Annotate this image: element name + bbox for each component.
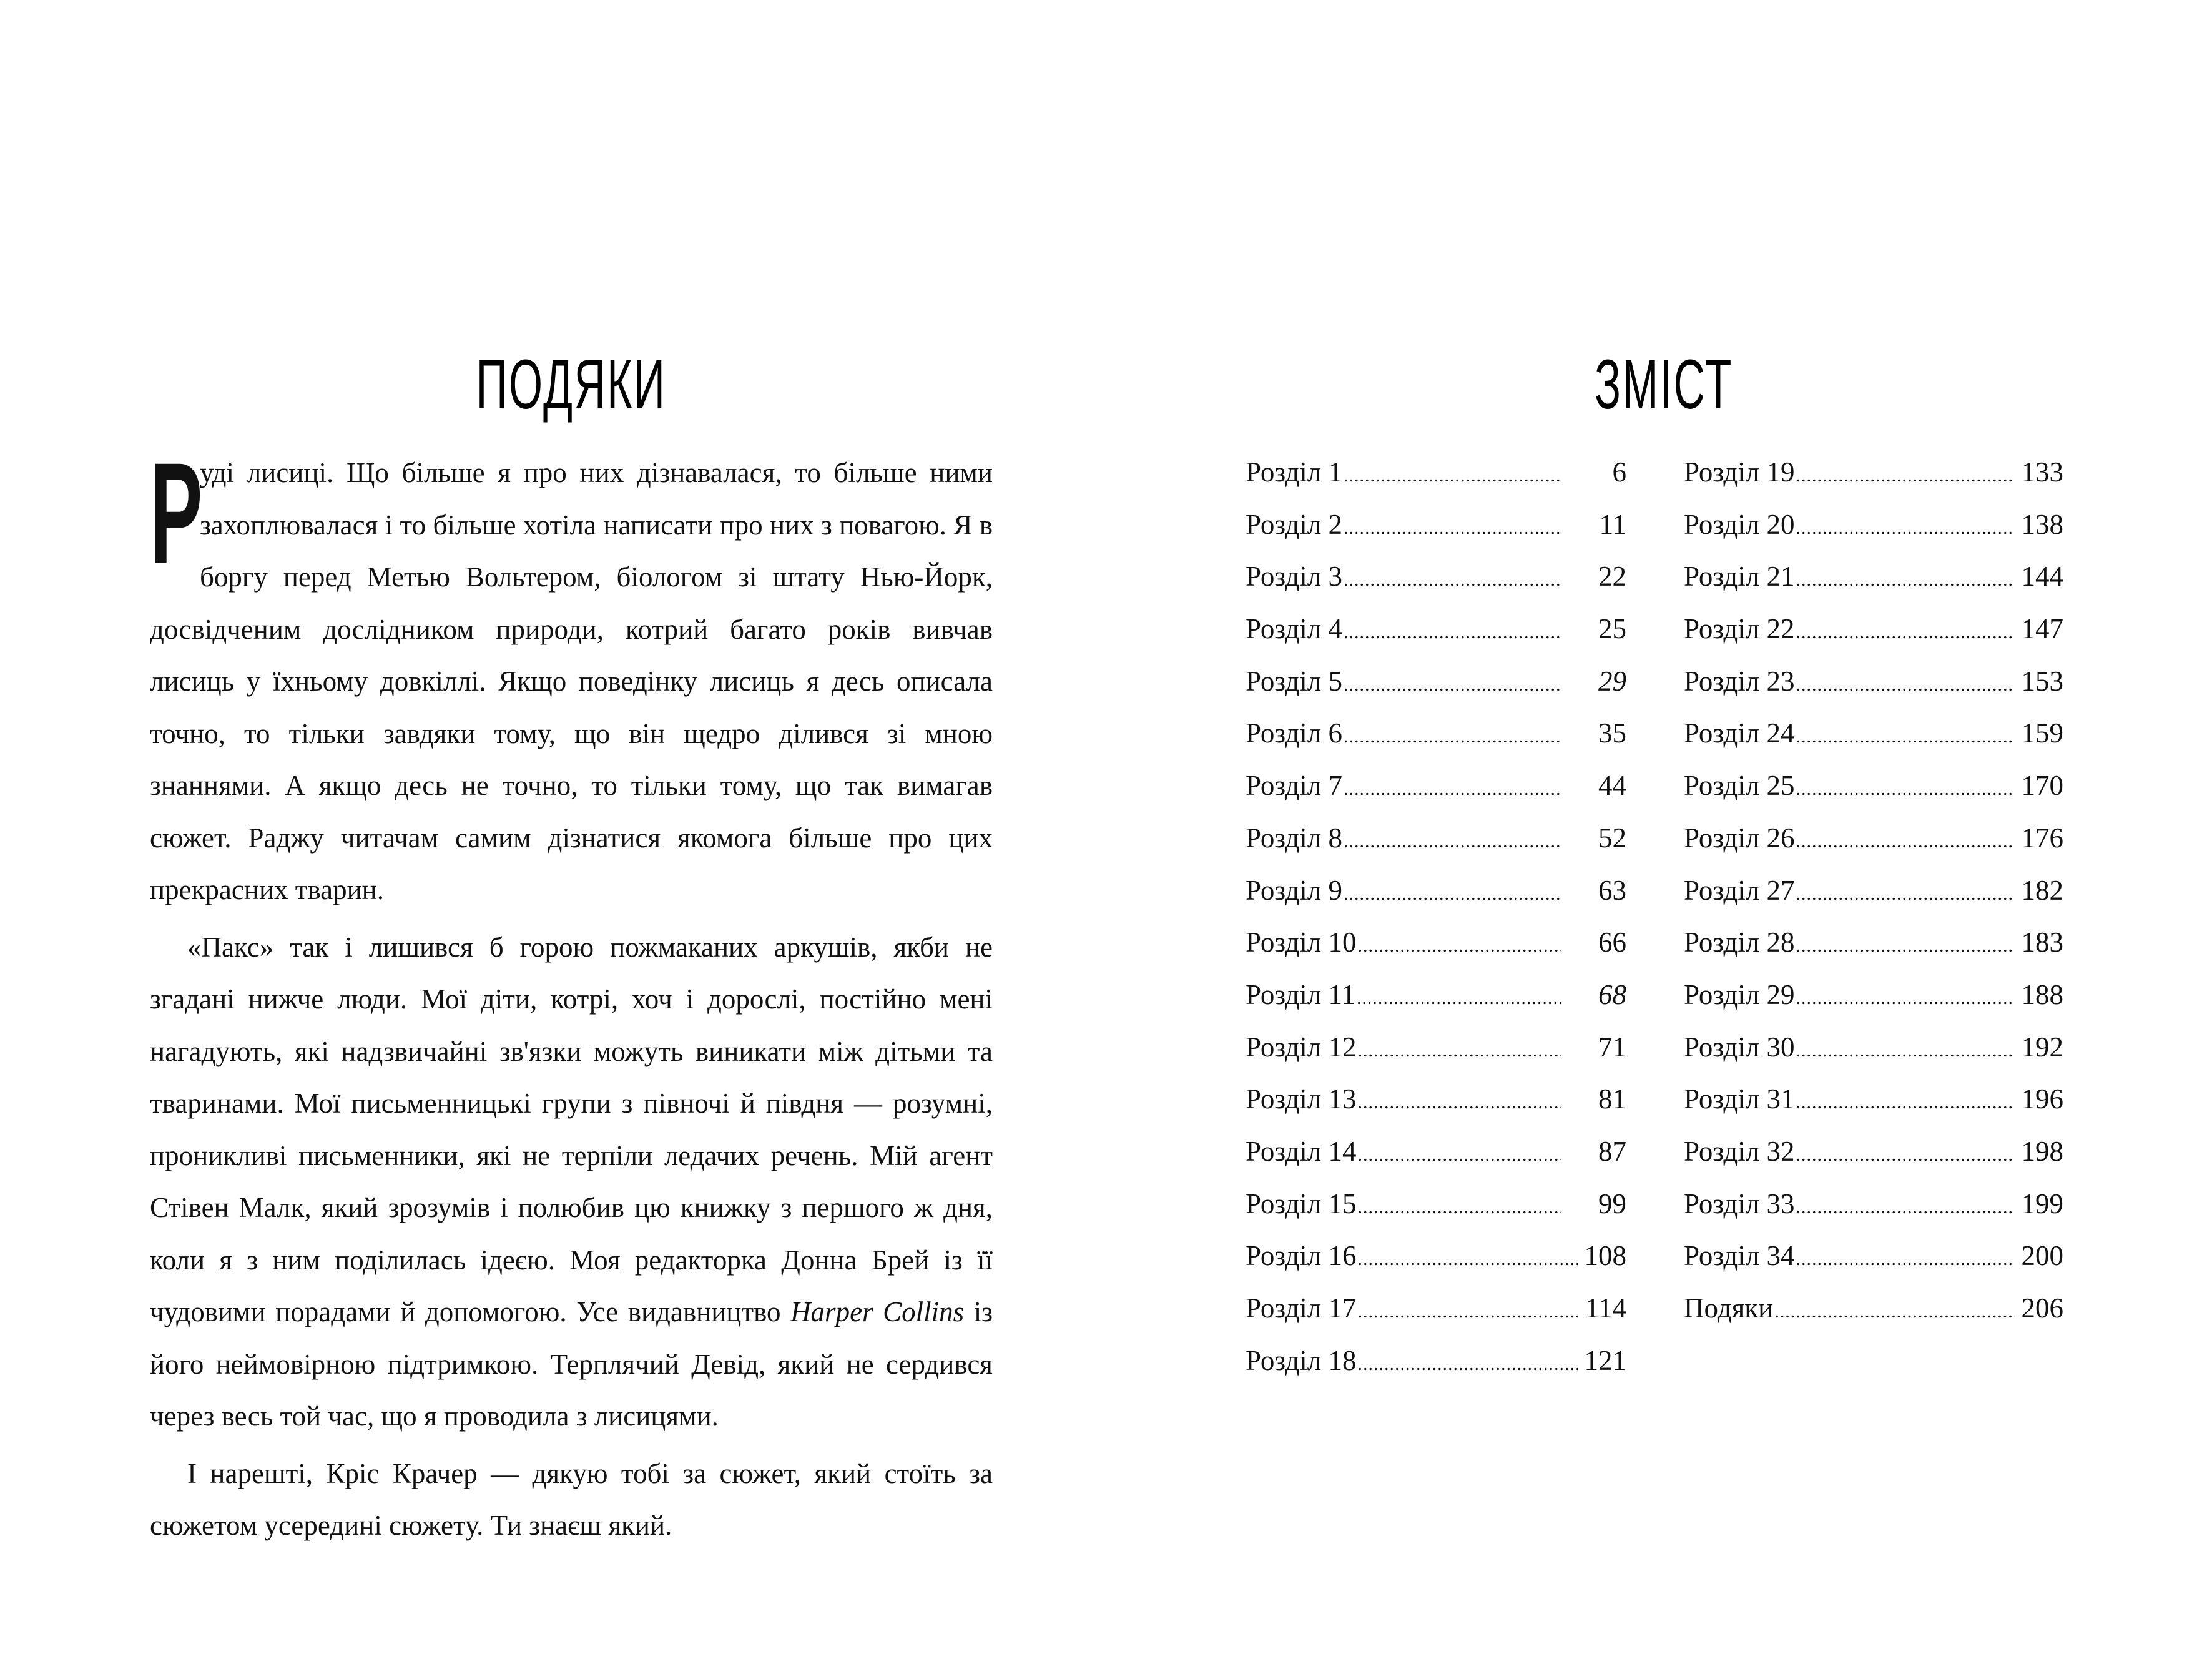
dot-leader bbox=[1796, 815, 2015, 868]
toc-entry-label: Розділ 17 bbox=[1246, 1292, 1357, 1324]
toc-entry[interactable] bbox=[1684, 446, 2063, 499]
toc-entry[interactable] bbox=[1246, 812, 1626, 865]
toc-entry-page-number: 11 bbox=[1599, 508, 1626, 540]
toc-entry-label: Розділ 5 bbox=[1246, 665, 1342, 697]
page-title: ЗМІСТ bbox=[1595, 345, 1733, 423]
toc-entry-label: Розділ 10 bbox=[1246, 927, 1357, 958]
toc-entry-page-number: 183 bbox=[2021, 927, 2063, 958]
toc-entry-page-number: 63 bbox=[1598, 874, 1626, 906]
toc-entry[interactable] bbox=[1684, 1126, 2063, 1178]
dot-leader bbox=[1344, 502, 1561, 554]
dot-leader bbox=[1796, 1025, 2015, 1077]
toc-entry-label: Розділ 8 bbox=[1246, 822, 1342, 854]
toc-entry-page-number: 192 bbox=[2021, 1031, 2063, 1063]
toc-entry[interactable] bbox=[1684, 812, 2063, 865]
drop-cap: Р bbox=[150, 433, 203, 593]
toc-entry-label: Розділ 12 bbox=[1246, 1031, 1357, 1063]
toc-entry-page-number: 153 bbox=[2021, 665, 2063, 697]
dot-leader bbox=[1344, 554, 1561, 606]
toc-entry-label: Розділ 25 bbox=[1684, 770, 1795, 802]
dot-leader bbox=[1796, 1181, 2015, 1234]
toc-entry-page-number: 121 bbox=[1584, 1344, 1626, 1376]
dot-leader bbox=[1796, 972, 2015, 1025]
toc-entry-page-number: 182 bbox=[2021, 874, 2063, 906]
toc-entry-page-number: 71 bbox=[1598, 1031, 1626, 1063]
toc-entry-label: Розділ 1 bbox=[1246, 456, 1342, 488]
toc-entry[interactable] bbox=[1246, 917, 1626, 969]
toc-entry-label: Розділ 2 bbox=[1246, 508, 1342, 540]
toc-entry-page-number: 6 bbox=[1612, 456, 1626, 488]
toc-entry-page-number: 108 bbox=[1584, 1240, 1626, 1272]
dot-leader bbox=[1796, 554, 2015, 606]
toc-entry[interactable] bbox=[1246, 1335, 1626, 1387]
paragraph-text: І нарешті, Кріс Крачер — дякую тобі за сюжет, який стоїть за сюжетом усередині сюжету. Ти знаєш який. bbox=[150, 1457, 993, 1541]
toc-entry-page-number: 133 bbox=[2021, 456, 2063, 488]
toc-entry-label: Розділ 26 bbox=[1684, 822, 1795, 854]
toc-entry[interactable] bbox=[1246, 707, 1626, 760]
toc-entry[interactable] bbox=[1684, 551, 2063, 603]
toc-entry-page-number: 206 bbox=[2021, 1292, 2063, 1324]
dot-leader bbox=[1796, 1076, 2015, 1129]
toc-entry-label: Розділ 19 bbox=[1684, 456, 1795, 488]
dot-leader bbox=[1357, 1025, 1561, 1077]
toc-entry[interactable] bbox=[1246, 603, 1626, 656]
toc-entry-label: Подяки bbox=[1684, 1292, 1774, 1324]
toc-entry[interactable] bbox=[1246, 1021, 1626, 1074]
toc-entry[interactable] bbox=[1246, 499, 1626, 551]
dot-leader bbox=[1344, 450, 1561, 502]
toc-entry-page-number: 25 bbox=[1598, 613, 1626, 645]
toc-entry[interactable] bbox=[1684, 656, 2063, 708]
dot-leader bbox=[1357, 1286, 1578, 1338]
toc-entry[interactable] bbox=[1684, 499, 2063, 551]
dot-leader bbox=[1796, 868, 2015, 920]
toc-entry-label: Розділ 27 bbox=[1684, 874, 1795, 906]
toc-entry[interactable] bbox=[1684, 760, 2063, 812]
paragraph-text: уді лисиці. Що більше я про них дізнавалася, то більше ними захоплювалася і то більше хотіла написати про них з повагою. Я в боргу перед Метью Вольтером, біологом зі штату Нью-Йорк, досвідченим дослідником природи, котрий багато років вивчав лисиць у їхньому довкіллі. Якщо поведінку лисиць я десь описала точно, то тільки завдяки тому, що він щедро ділився зі мною знаннями. А якщо десь не точно, то тільки тому, що так вимагав сюжет. Раджу читачам самим дізнатися якомога більше про цих прекрасних тварин. bbox=[150, 457, 993, 905]
acknowledgements-body bbox=[150, 433, 993, 1552]
dot-leader bbox=[1344, 659, 1561, 711]
toc-entry-label: Розділ 30 bbox=[1684, 1031, 1795, 1063]
page-title: ПОДЯКИ bbox=[476, 345, 667, 423]
toc-entry-label: Розділ 31 bbox=[1684, 1083, 1795, 1115]
toc-entry[interactable] bbox=[1246, 1230, 1626, 1282]
toc-entry-page-number: 199 bbox=[2021, 1188, 2063, 1219]
toc-entry-page-number: 188 bbox=[2021, 978, 2063, 1010]
toc-entry[interactable] bbox=[1684, 1282, 2063, 1335]
toc-entry-page-number: 170 bbox=[2021, 770, 2063, 802]
toc-entry-page-number: 159 bbox=[2021, 717, 2063, 749]
dot-leader bbox=[1357, 972, 1561, 1025]
toc-entry-label: Розділ 33 bbox=[1684, 1188, 1795, 1219]
toc-entry-page-number: 200 bbox=[2021, 1240, 2063, 1272]
dot-leader bbox=[1344, 606, 1561, 659]
toc-entry-label: Розділ 14 bbox=[1246, 1135, 1357, 1167]
toc-entry-label: Розділ 34 bbox=[1684, 1240, 1795, 1272]
toc-entry-page-number: 68 bbox=[1598, 978, 1626, 1010]
toc-entry[interactable] bbox=[1246, 446, 1626, 499]
toc-entry-page-number: 147 bbox=[2021, 613, 2063, 645]
toc-entry-label: Розділ 11 bbox=[1246, 978, 1355, 1010]
toc-entry-label: Розділ 4 bbox=[1246, 613, 1342, 645]
toc-entry-label: Розділ 6 bbox=[1246, 717, 1342, 749]
dot-leader bbox=[1796, 763, 2015, 815]
toc-entry[interactable] bbox=[1684, 1178, 2063, 1231]
toc-entry-label: Розділ 29 bbox=[1684, 978, 1795, 1010]
toc-entry-label: Розділ 7 bbox=[1246, 770, 1342, 802]
toc-entry-label: Розділ 18 bbox=[1246, 1344, 1357, 1376]
dot-leader bbox=[1344, 763, 1561, 815]
dot-leader bbox=[1796, 1233, 2015, 1286]
toc-entry-label: Розділ 3 bbox=[1246, 561, 1342, 593]
toc-entry-page-number: 66 bbox=[1598, 927, 1626, 958]
dot-leader bbox=[1357, 1181, 1561, 1234]
toc-entry-page-number: 176 bbox=[2021, 822, 2063, 854]
toc-entry-label: Розділ 16 bbox=[1246, 1240, 1357, 1272]
toc-column-1 bbox=[1246, 446, 1626, 1387]
toc-entry-label: Розділ 15 bbox=[1246, 1188, 1357, 1219]
toc-entry[interactable] bbox=[1684, 865, 2063, 917]
toc-entry[interactable] bbox=[1246, 656, 1626, 708]
dot-leader bbox=[1796, 1129, 2015, 1181]
toc-entry-label: Розділ 28 bbox=[1684, 927, 1795, 958]
dot-leader bbox=[1357, 1338, 1578, 1391]
toc-entry[interactable] bbox=[1684, 969, 2063, 1021]
toc-entry-label: Розділ 23 bbox=[1684, 665, 1795, 697]
toc-entry[interactable] bbox=[1684, 1230, 2063, 1282]
dot-leader bbox=[1344, 868, 1561, 920]
dot-leader bbox=[1796, 659, 2015, 711]
dot-leader bbox=[1796, 920, 2015, 972]
toc-entry-label: Розділ 22 bbox=[1684, 613, 1795, 645]
dot-leader bbox=[1344, 815, 1561, 868]
toc-entry-page-number: 138 bbox=[2021, 508, 2063, 540]
toc-entry-page-number: 29 bbox=[1598, 665, 1626, 697]
toc-entry[interactable] bbox=[1246, 760, 1626, 812]
dot-leader bbox=[1796, 606, 2015, 659]
paragraph-3 bbox=[150, 1448, 993, 1552]
toc-entry-page-number: 81 bbox=[1598, 1083, 1626, 1115]
toc-entry[interactable] bbox=[1684, 1073, 2063, 1126]
toc-entry[interactable] bbox=[1684, 1021, 2063, 1074]
paragraph-text: із його неймовірною підтримкою. Терплячий Девід, який не сердився через весь той час, що я проводила з лисицями. bbox=[150, 1296, 993, 1432]
dot-leader bbox=[1796, 711, 2015, 763]
toc-entry[interactable] bbox=[1246, 1126, 1626, 1178]
dot-leader bbox=[1357, 920, 1561, 972]
toc-entry[interactable] bbox=[1684, 603, 2063, 656]
toc-entry-page-number: 144 bbox=[2021, 561, 2063, 593]
dot-leader bbox=[1796, 502, 2015, 554]
publisher-name: Harper Collins bbox=[790, 1296, 965, 1327]
toc-entry[interactable] bbox=[1684, 917, 2063, 969]
toc-column-2 bbox=[1684, 446, 2063, 1335]
toc-entry-label: Розділ 9 bbox=[1246, 874, 1342, 906]
paragraph-1 bbox=[150, 433, 993, 917]
toc-entry[interactable] bbox=[1246, 1178, 1626, 1231]
toc-entry-page-number: 22 bbox=[1598, 561, 1626, 593]
toc-entry[interactable] bbox=[1246, 1073, 1626, 1126]
toc-entry[interactable] bbox=[1684, 707, 2063, 760]
toc-entry-page-number: 198 bbox=[2021, 1135, 2063, 1167]
contents-page bbox=[1106, 0, 2212, 1659]
toc-entry-label: Розділ 13 bbox=[1246, 1083, 1357, 1115]
paragraph-text: «Пакс» так і лишився б горою пожмаканих аркушів, якби не згадані нижче люди. Мої діти, котрі, хоч і дорослі, постійно мені нагадують, які надзвичайні зв'язки можуть виникати між дітьми та тваринами. Мої письменницькі групи з півночі й півдня — розумні, проникливі письменники, які не терпіли ледачих речень. Мій агент Стівен Малк, який зрозумів і полюбив цю книжку з першого ж дня, коли я з ним поділилась ідеєю. Моя редакторка Донна Брей із її чудовими порадами й допомогою. Усе видавництво bbox=[150, 931, 993, 1327]
toc-entry-page-number: 99 bbox=[1598, 1188, 1626, 1219]
toc-entry-page-number: 196 bbox=[2021, 1083, 2063, 1115]
toc-entry-page-number: 44 bbox=[1598, 770, 1626, 802]
dot-leader bbox=[1357, 1233, 1578, 1286]
toc-entry[interactable] bbox=[1246, 865, 1626, 917]
dot-leader bbox=[1357, 1129, 1561, 1181]
toc-entry-page-number: 87 bbox=[1598, 1135, 1626, 1167]
dot-leader bbox=[1344, 711, 1561, 763]
toc-entry-label: Розділ 21 bbox=[1684, 561, 1795, 593]
paragraph-2 bbox=[150, 922, 993, 1443]
toc-entry-label: Розділ 32 bbox=[1684, 1135, 1795, 1167]
dot-leader bbox=[1774, 1286, 2015, 1338]
dot-leader bbox=[1357, 1076, 1561, 1129]
toc-entry[interactable] bbox=[1246, 969, 1626, 1021]
dot-leader bbox=[1796, 450, 2015, 502]
toc-entry-page-number: 114 bbox=[1585, 1292, 1626, 1324]
toc-entry[interactable] bbox=[1246, 1282, 1626, 1335]
toc-entry-page-number: 35 bbox=[1598, 717, 1626, 749]
toc-entry-label: Розділ 24 bbox=[1684, 717, 1795, 749]
toc-entry-page-number: 52 bbox=[1598, 822, 1626, 854]
toc-entry[interactable] bbox=[1246, 551, 1626, 603]
toc-entry-label: Розділ 20 bbox=[1684, 508, 1795, 540]
